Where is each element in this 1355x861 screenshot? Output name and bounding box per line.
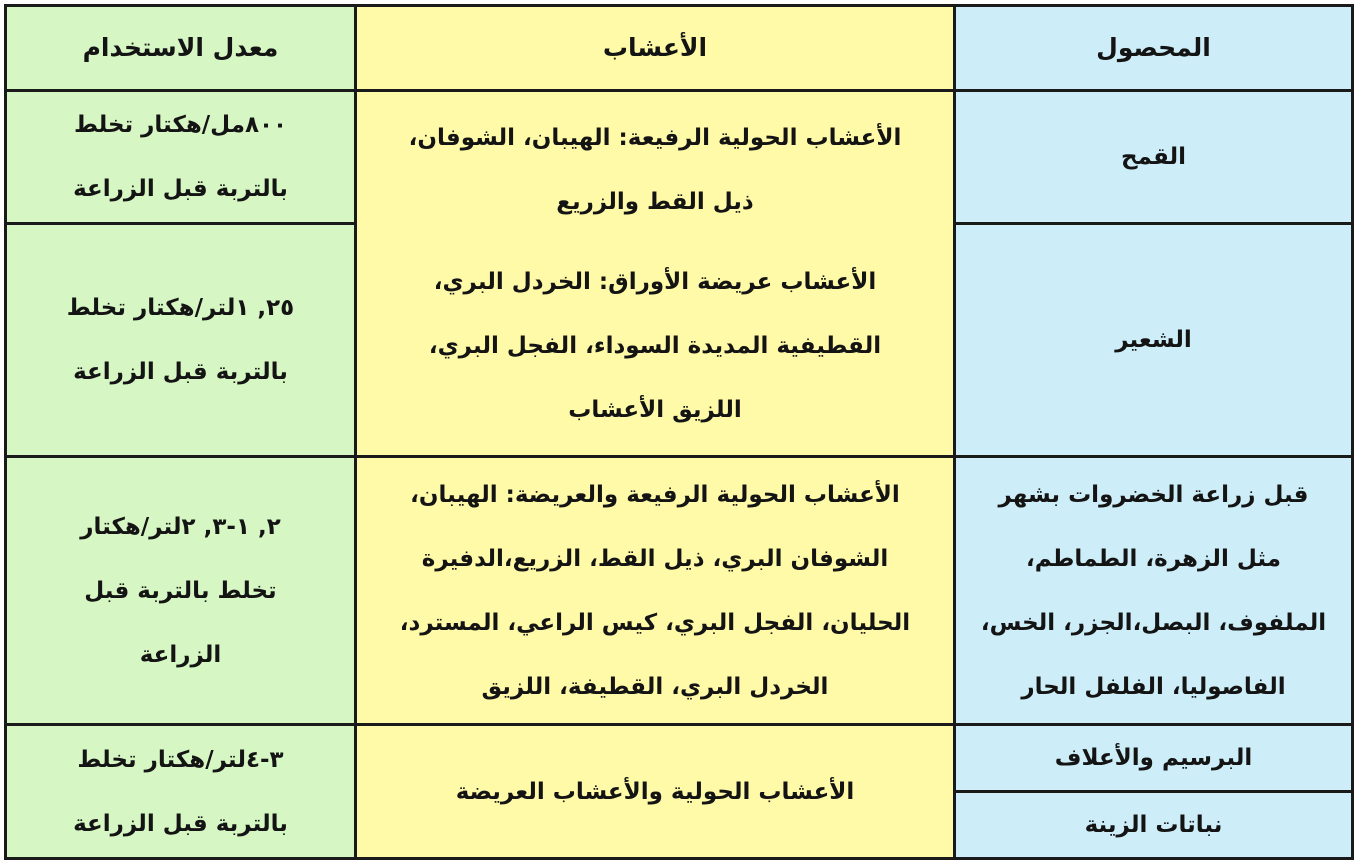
weeds-line: الخردل البري، القطيفة، اللزيق [481,673,829,700]
weeds-line: الأعشاب الحولية الرفيعة: الهيبان، الشوفان، [408,124,902,151]
header-crop: المحصول [955,6,1353,91]
crop-line: الفاصوليا، الفلفل الحار [1021,673,1286,700]
herbicide-table [4,4,1354,860]
rate-line: بالتربة قبل الزراعة [73,359,288,385]
crop-line: قبل زراعة الخضروات بشهر [998,481,1309,508]
header-row [6,6,1353,91]
header-weeds: الأعشاب [356,6,955,91]
rate-line: ٢, ١-٣, ٢لتر/هكتار [80,513,281,540]
weeds-line: الأعشاب الحولية الرفيعة والعريضة: الهيبان، [410,481,900,508]
weeds-cell: الأعشاب الحولية والأعشاب العريضة [356,725,955,859]
crop-cell [955,457,1353,725]
rate-line: ٢٥, ١لتر/هكتار تخلط [66,295,295,321]
weeds-line: الحليان، الفجل البري، كيس الراعي، المسترد، [399,609,911,636]
crop-cell: البرسيم والأعلاف [955,725,1353,792]
rate-cell [6,224,356,457]
header-rate: معدل الاستخدام [6,6,356,91]
rate-line: تخلط بالتربة قبل [84,577,277,604]
table-row [6,457,1353,725]
crop-line: الملفوف، البصل،الجزر، الخس، [980,609,1327,636]
spacer [365,234,945,250]
rate-line: بالتربة قبل الزراعة [73,176,288,202]
weeds-line: ذيل القط والزريع [556,188,754,215]
weeds-line: اللزيق الأعشاب [568,396,742,423]
rate-line: الزراعة [139,641,222,668]
rate-cell [6,725,356,859]
table-row [6,91,1353,224]
crop-cell: الشعير [955,224,1353,457]
rate-cell [6,457,356,725]
weeds-cell [356,457,955,725]
rate-line: بالتربة قبل الزراعة [73,810,288,837]
weeds-line: الأعشاب عريضة الأوراق: الخردل البري، [433,268,877,295]
crop-line: مثل الزهرة، الطماطم، [1026,545,1281,572]
rate-line: ٨٠٠مل/هكتار تخلط [73,112,288,138]
crop-cell: نباتات الزينة [955,792,1353,859]
table-row [6,725,1353,792]
weeds-line: القطيفية المديدة السوداء، الفجل البري، [428,332,882,359]
rate-cell [6,91,356,224]
crop-cell: القمح [955,91,1353,224]
weeds-cell [356,91,955,457]
weeds-line: الشوفان البري، ذيل القط، الزريع،الدفيرة [421,545,889,572]
rate-line: ٣-٤لتر/هكتار تخلط [77,746,284,773]
